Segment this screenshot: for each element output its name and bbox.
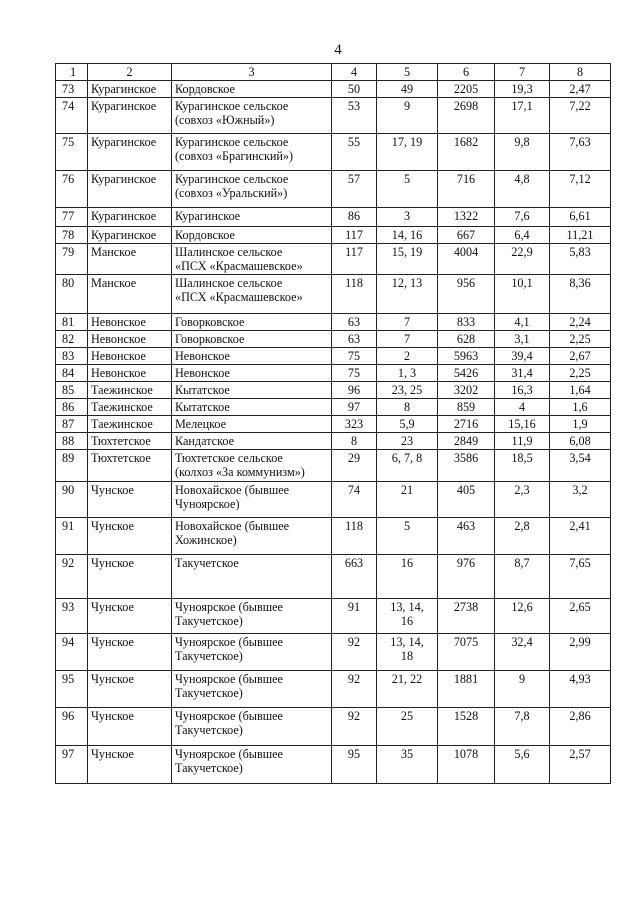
district-cell: Манское xyxy=(88,244,172,275)
col5-cell: 1, 3 xyxy=(377,365,438,382)
row-number: 83 xyxy=(56,348,88,365)
settlement-cell: Тюхтетское сельское (колхоз «За коммунизм») xyxy=(172,450,332,482)
col4-cell: 663 xyxy=(332,555,377,599)
col5-cell: 3 xyxy=(377,208,438,227)
table-row xyxy=(56,433,611,450)
col7-cell: 16,3 xyxy=(495,382,550,399)
col8-cell: 7,63 xyxy=(550,134,611,171)
row-number: 89 xyxy=(56,450,88,482)
district-cell: Курагинское xyxy=(88,98,172,134)
col4-cell: 63 xyxy=(332,331,377,348)
header-cell-4: 4 xyxy=(332,64,377,81)
col5-cell: 17, 19 xyxy=(377,134,438,171)
col6-cell: 2849 xyxy=(438,433,495,450)
row-number: 85 xyxy=(56,382,88,399)
row-number: 94 xyxy=(56,634,88,671)
table-row xyxy=(56,708,611,746)
col5-cell: 21, 22 xyxy=(377,671,438,708)
settlement-cell: Мелецкое xyxy=(172,416,332,433)
settlement-cell: Курагинское сельское (совхоз «Брагинский») xyxy=(172,134,332,171)
col4-cell: 97 xyxy=(332,399,377,416)
district-cell: Невонское xyxy=(88,365,172,382)
col7-cell: 17,1 xyxy=(495,98,550,134)
col8-cell: 2,24 xyxy=(550,314,611,331)
col7-cell: 12,6 xyxy=(495,599,550,634)
district-cell: Курагинское xyxy=(88,81,172,98)
col8-cell: 2,25 xyxy=(550,365,611,382)
col4-cell: 50 xyxy=(332,81,377,98)
page-number: 4 xyxy=(334,42,342,58)
settlement-cell: Шалинское сельское «ПСХ «Красмашевское» xyxy=(172,244,332,275)
row-number: 75 xyxy=(56,134,88,171)
col8-cell: 3,2 xyxy=(550,482,611,518)
col7-cell: 4,8 xyxy=(495,171,550,208)
settlement-cell: Новохайское (бывшее Хожинское) xyxy=(172,518,332,555)
col4-cell: 92 xyxy=(332,708,377,746)
settlement-cell: Новохайское (бывшее Чуноярское) xyxy=(172,482,332,518)
col5-cell: 49 xyxy=(377,81,438,98)
col7-cell: 7,6 xyxy=(495,208,550,227)
col7-cell: 2,8 xyxy=(495,518,550,555)
col6-cell: 628 xyxy=(438,331,495,348)
col7-cell: 22,9 xyxy=(495,244,550,275)
settlement-cell: Шалинское сельское «ПСХ «Красмашевское» xyxy=(172,275,332,314)
col6-cell: 2698 xyxy=(438,98,495,134)
settlement-cell: Кордовское xyxy=(172,81,332,98)
district-cell: Чунское xyxy=(88,518,172,555)
table-header-row xyxy=(56,64,611,81)
district-cell: Курагинское xyxy=(88,171,172,208)
col5-cell: 5 xyxy=(377,518,438,555)
col8-cell: 7,65 xyxy=(550,555,611,599)
col4-cell: 95 xyxy=(332,746,377,784)
table-row xyxy=(56,134,611,171)
row-number: 86 xyxy=(56,399,88,416)
row-number: 73 xyxy=(56,81,88,98)
col8-cell: 4,93 xyxy=(550,671,611,708)
col5-cell: 14, 16 xyxy=(377,227,438,244)
col8-cell: 2,67 xyxy=(550,348,611,365)
row-number: 82 xyxy=(56,331,88,348)
header-cell-5: 5 xyxy=(377,64,438,81)
table-body xyxy=(56,81,611,784)
col4-cell: 86 xyxy=(332,208,377,227)
col5-cell: 13, 14, 18 xyxy=(377,634,438,671)
row-number: 92 xyxy=(56,555,88,599)
settlement-cell: Кытатское xyxy=(172,382,332,399)
col8-cell: 2,57 xyxy=(550,746,611,784)
col8-cell: 1,9 xyxy=(550,416,611,433)
table-row xyxy=(56,227,611,244)
col7-cell: 3,1 xyxy=(495,331,550,348)
table-row xyxy=(56,171,611,208)
table-row xyxy=(56,399,611,416)
col5-cell: 5 xyxy=(377,171,438,208)
col8-cell: 2,25 xyxy=(550,331,611,348)
table-row xyxy=(56,518,611,555)
col6-cell: 2205 xyxy=(438,81,495,98)
col7-cell: 8,7 xyxy=(495,555,550,599)
col5-cell: 16 xyxy=(377,555,438,599)
col4-cell: 57 xyxy=(332,171,377,208)
col5-cell: 25 xyxy=(377,708,438,746)
col4-cell: 91 xyxy=(332,599,377,634)
col5-cell: 23 xyxy=(377,433,438,450)
col7-cell: 31,4 xyxy=(495,365,550,382)
col4-cell: 55 xyxy=(332,134,377,171)
settlement-cell: Кандатское xyxy=(172,433,332,450)
table-row xyxy=(56,81,611,98)
row-number: 87 xyxy=(56,416,88,433)
district-cell: Курагинское xyxy=(88,134,172,171)
col4-cell: 74 xyxy=(332,482,377,518)
table-row xyxy=(56,416,611,433)
col4-cell: 117 xyxy=(332,244,377,275)
settlement-cell: Курагинское xyxy=(172,208,332,227)
col5-cell: 8 xyxy=(377,399,438,416)
col8-cell: 7,22 xyxy=(550,98,611,134)
table-row xyxy=(56,450,611,482)
settlement-cell: Чуноярское (бывшее Такучетское) xyxy=(172,671,332,708)
col6-cell: 7075 xyxy=(438,634,495,671)
row-number: 95 xyxy=(56,671,88,708)
table-row xyxy=(56,365,611,382)
col6-cell: 976 xyxy=(438,555,495,599)
row-number: 97 xyxy=(56,746,88,784)
row-number: 79 xyxy=(56,244,88,275)
row-number: 81 xyxy=(56,314,88,331)
col6-cell: 2738 xyxy=(438,599,495,634)
settlement-cell: Кытатское xyxy=(172,399,332,416)
col6-cell: 859 xyxy=(438,399,495,416)
col6-cell: 3586 xyxy=(438,450,495,482)
district-cell: Тюхтетское xyxy=(88,450,172,482)
col7-cell: 18,5 xyxy=(495,450,550,482)
district-cell: Невонское xyxy=(88,314,172,331)
col7-cell: 4 xyxy=(495,399,550,416)
header-cell-8: 8 xyxy=(550,64,611,81)
settlement-cell: Чуноярское (бывшее Такучетское) xyxy=(172,708,332,746)
district-cell: Таежинское xyxy=(88,416,172,433)
col4-cell: 92 xyxy=(332,671,377,708)
district-cell: Таежинское xyxy=(88,399,172,416)
row-number: 90 xyxy=(56,482,88,518)
col6-cell: 463 xyxy=(438,518,495,555)
col6-cell: 1528 xyxy=(438,708,495,746)
table-row xyxy=(56,382,611,399)
col7-cell: 10,1 xyxy=(495,275,550,314)
col8-cell: 5,83 xyxy=(550,244,611,275)
table-row xyxy=(56,314,611,331)
col5-cell: 15, 19 xyxy=(377,244,438,275)
col6-cell: 1322 xyxy=(438,208,495,227)
district-cell: Курагинское xyxy=(88,208,172,227)
table-row xyxy=(56,331,611,348)
col4-cell: 75 xyxy=(332,348,377,365)
district-cell: Тюхтетское xyxy=(88,433,172,450)
col7-cell: 7,8 xyxy=(495,708,550,746)
col6-cell: 716 xyxy=(438,171,495,208)
row-number: 93 xyxy=(56,599,88,634)
col4-cell: 63 xyxy=(332,314,377,331)
district-cell: Таежинское xyxy=(88,382,172,399)
col5-cell: 7 xyxy=(377,331,438,348)
col6-cell: 833 xyxy=(438,314,495,331)
col4-cell: 29 xyxy=(332,450,377,482)
district-cell: Невонское xyxy=(88,348,172,365)
col7-cell: 19,3 xyxy=(495,81,550,98)
col7-cell: 2,3 xyxy=(495,482,550,518)
col5-cell: 2 xyxy=(377,348,438,365)
col7-cell: 4,1 xyxy=(495,314,550,331)
col8-cell: 6,08 xyxy=(550,433,611,450)
settlement-cell: Говорковское xyxy=(172,314,332,331)
table-row xyxy=(56,599,611,634)
col8-cell: 2,41 xyxy=(550,518,611,555)
settlement-cell: Говорковское xyxy=(172,331,332,348)
col5-cell: 23, 25 xyxy=(377,382,438,399)
col4-cell: 96 xyxy=(332,382,377,399)
district-cell: Манское xyxy=(88,275,172,314)
col7-cell: 15,16 xyxy=(495,416,550,433)
col6-cell: 3202 xyxy=(438,382,495,399)
row-number: 80 xyxy=(56,275,88,314)
row-number: 76 xyxy=(56,171,88,208)
col5-cell: 21 xyxy=(377,482,438,518)
settlement-cell: Курагинское сельское (совхоз «Южный») xyxy=(172,98,332,134)
col6-cell: 1881 xyxy=(438,671,495,708)
col4-cell: 92 xyxy=(332,634,377,671)
col5-cell: 13, 14, 16 xyxy=(377,599,438,634)
row-number: 91 xyxy=(56,518,88,555)
col8-cell: 2,65 xyxy=(550,599,611,634)
col6-cell: 956 xyxy=(438,275,495,314)
settlement-cell: Курагинское сельское (совхоз «Уральский») xyxy=(172,171,332,208)
col5-cell: 12, 13 xyxy=(377,275,438,314)
col6-cell: 5426 xyxy=(438,365,495,382)
table-row xyxy=(56,348,611,365)
district-cell: Чунское xyxy=(88,671,172,708)
col8-cell: 1,64 xyxy=(550,382,611,399)
col4-cell: 8 xyxy=(332,433,377,450)
header-cell-1: 1 xyxy=(56,64,88,81)
col6-cell: 4004 xyxy=(438,244,495,275)
col4-cell: 323 xyxy=(332,416,377,433)
row-number: 84 xyxy=(56,365,88,382)
col7-cell: 11,9 xyxy=(495,433,550,450)
col4-cell: 118 xyxy=(332,275,377,314)
district-cell: Чунское xyxy=(88,708,172,746)
col8-cell: 7,12 xyxy=(550,171,611,208)
col4-cell: 75 xyxy=(332,365,377,382)
row-number: 74 xyxy=(56,98,88,134)
settlement-cell: Кордовское xyxy=(172,227,332,244)
col6-cell: 1682 xyxy=(438,134,495,171)
col6-cell: 2716 xyxy=(438,416,495,433)
col8-cell: 11,21 xyxy=(550,227,611,244)
col4-cell: 117 xyxy=(332,227,377,244)
col7-cell: 9,8 xyxy=(495,134,550,171)
col7-cell: 6,4 xyxy=(495,227,550,244)
table-row xyxy=(56,275,611,314)
settlement-cell: Чуноярское (бывшее Такучетское) xyxy=(172,746,332,784)
district-cell: Чунское xyxy=(88,555,172,599)
header-cell-7: 7 xyxy=(495,64,550,81)
col7-cell: 32,4 xyxy=(495,634,550,671)
col5-cell: 5,9 xyxy=(377,416,438,433)
col5-cell: 7 xyxy=(377,314,438,331)
col6-cell: 667 xyxy=(438,227,495,244)
col8-cell: 8,36 xyxy=(550,275,611,314)
settlement-cell: Чуноярское (бывшее Такучетское) xyxy=(172,599,332,634)
col8-cell: 6,61 xyxy=(550,208,611,227)
col4-cell: 53 xyxy=(332,98,377,134)
col8-cell: 2,86 xyxy=(550,708,611,746)
col5-cell: 35 xyxy=(377,746,438,784)
table-row xyxy=(56,482,611,518)
settlement-cell: Чуноярское (бывшее Такучетское) xyxy=(172,634,332,671)
table-row xyxy=(56,98,611,134)
col8-cell: 3,54 xyxy=(550,450,611,482)
table-row xyxy=(56,671,611,708)
col6-cell: 5963 xyxy=(438,348,495,365)
col5-cell: 6, 7, 8 xyxy=(377,450,438,482)
row-number: 88 xyxy=(56,433,88,450)
col5-cell: 9 xyxy=(377,98,438,134)
data-table xyxy=(55,63,611,784)
table-row xyxy=(56,244,611,275)
settlement-cell: Невонское xyxy=(172,348,332,365)
district-cell: Невонское xyxy=(88,331,172,348)
district-cell: Чунское xyxy=(88,634,172,671)
settlement-cell: Такучетское xyxy=(172,555,332,599)
col8-cell: 1,6 xyxy=(550,399,611,416)
col7-cell: 9 xyxy=(495,671,550,708)
row-number: 96 xyxy=(56,708,88,746)
header-cell-2: 2 xyxy=(88,64,172,81)
col4-cell: 118 xyxy=(332,518,377,555)
table-row xyxy=(56,634,611,671)
settlement-cell: Невонское xyxy=(172,365,332,382)
district-cell: Чунское xyxy=(88,746,172,784)
row-number: 78 xyxy=(56,227,88,244)
col8-cell: 2,99 xyxy=(550,634,611,671)
row-number: 77 xyxy=(56,208,88,227)
header-cell-6: 6 xyxy=(438,64,495,81)
col6-cell: 405 xyxy=(438,482,495,518)
district-cell: Чунское xyxy=(88,599,172,634)
col7-cell: 5,6 xyxy=(495,746,550,784)
table-row xyxy=(56,555,611,599)
district-cell: Курагинское xyxy=(88,227,172,244)
table-row xyxy=(56,746,611,784)
table-row xyxy=(56,208,611,227)
col7-cell: 39,4 xyxy=(495,348,550,365)
header-cell-3: 3 xyxy=(172,64,332,81)
col8-cell: 2,47 xyxy=(550,81,611,98)
col6-cell: 1078 xyxy=(438,746,495,784)
district-cell: Чунское xyxy=(88,482,172,518)
